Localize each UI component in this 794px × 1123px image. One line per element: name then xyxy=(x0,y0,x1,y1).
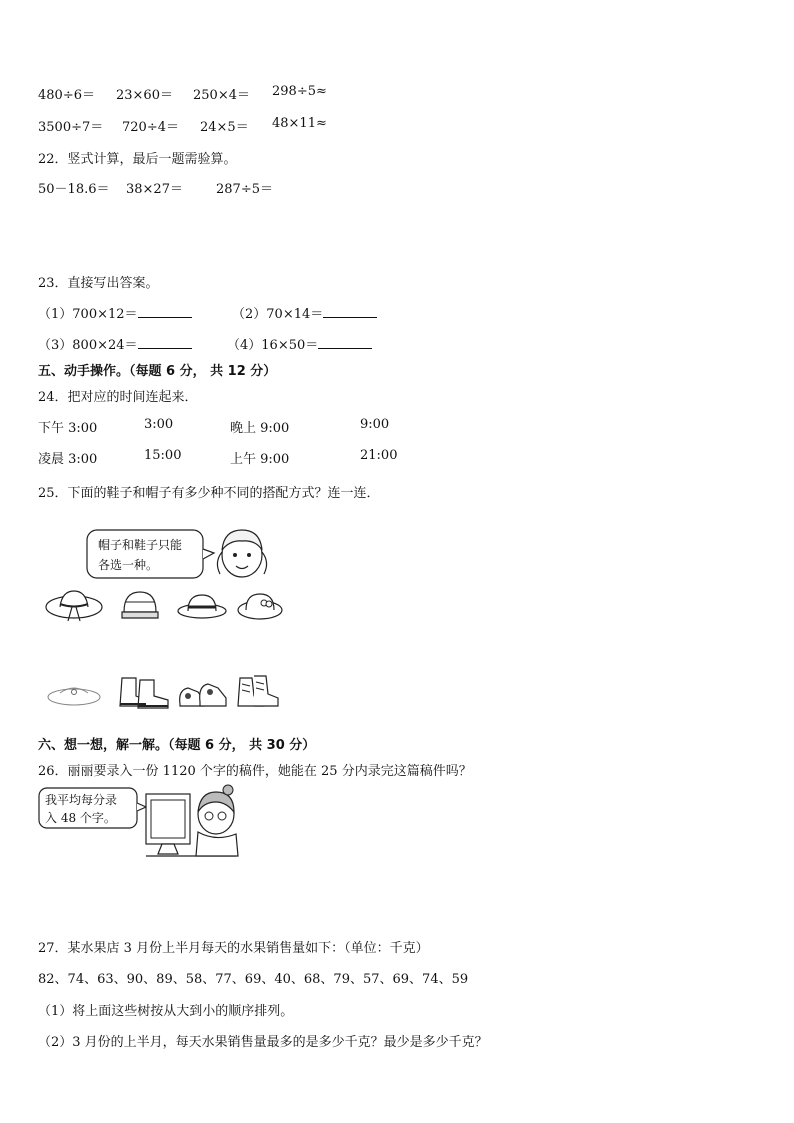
speech-line-2: 各选一种。 xyxy=(98,558,159,572)
q22-item-3: 287÷5＝ xyxy=(216,182,273,197)
q22-item-1: 50－18.6＝ xyxy=(38,182,110,197)
cap-icon xyxy=(118,588,162,622)
q23-item-3: （3）800×24＝ xyxy=(38,334,192,353)
q26-title: 26．丽丽要录入一份 1120 个字的稿件，她能在 25 分内录完这篇稿件吗？ xyxy=(38,764,472,779)
speech-line-1: 我平均每分录 xyxy=(45,793,118,807)
q27-sub-2: （2）3 月份的上半月，每天水果销售量最多的是多少千克？最少是多少千克？ xyxy=(38,1035,488,1050)
expr: 23×60＝ xyxy=(116,88,173,103)
q25-title: 25．下面的鞋子和帽子有多少种不同的搭配方式？连一连． xyxy=(38,486,380,501)
q22-title: 22．竖式计算，最后一题需验算。 xyxy=(38,152,237,167)
high-tops-icon xyxy=(236,672,280,712)
q22-item-2: 38×27＝ xyxy=(126,182,183,197)
expr: 48×11≈ xyxy=(272,116,327,131)
bonnet-icon xyxy=(236,588,284,622)
speech-line-2: 入 48 个字。 xyxy=(45,811,116,825)
answer-blank[interactable] xyxy=(138,336,192,349)
answer-blank[interactable] xyxy=(323,305,377,318)
computer-girl-icon xyxy=(140,784,242,864)
expr: 250×4＝ xyxy=(193,88,250,103)
time-label: 15:00 xyxy=(144,448,182,463)
sun-hat-icon xyxy=(44,587,104,623)
time-label: 下午 3:00 xyxy=(38,421,98,436)
section-6-heading: 六、想一想，解一解。（每题 6 分， 共 30 分） xyxy=(38,738,316,753)
q27-title: 27．某水果店 3 月份上半月每天的水果销售量如下：（单位：千克） xyxy=(38,941,429,956)
speech-line-1: 帽子和鞋子只能 xyxy=(98,538,183,552)
expr: 298÷5≈ xyxy=(272,84,327,99)
section-5-heading: 五、动手操作。（每题 6 分， 共 12 分） xyxy=(38,364,277,379)
sandal-icon xyxy=(46,681,102,709)
boots-icon xyxy=(116,674,172,712)
expr: 480÷6＝ xyxy=(38,88,95,103)
q23-title: 23．直接写出答案。 xyxy=(38,276,159,291)
q23-item-4: （4）16×50＝ xyxy=(227,334,372,353)
q27-sub-1: （1）将上面这些树按从大到小的顺序排列。 xyxy=(38,1004,294,1019)
time-label: 凌晨 3:00 xyxy=(38,452,98,467)
time-label: 上午 9:00 xyxy=(230,452,290,467)
sneakers-icon xyxy=(176,676,228,710)
expr: 3500÷7＝ xyxy=(38,120,104,135)
fedora-icon xyxy=(176,589,228,621)
girl-icon xyxy=(212,522,272,584)
q23-item-1: （1）700×12＝ xyxy=(38,303,192,322)
q24-title: 24．把对应的时间连起来． xyxy=(38,390,198,405)
answer-blank[interactable] xyxy=(318,336,372,349)
q23-item-2: （2）70×14＝ xyxy=(232,303,377,322)
time-label: 3:00 xyxy=(144,417,174,432)
answer-blank[interactable] xyxy=(138,305,192,318)
time-label: 21:00 xyxy=(360,448,398,463)
expr: 24×5＝ xyxy=(200,120,249,135)
time-label: 晚上 9:00 xyxy=(230,421,290,436)
q27-data: 82、74、63、90、89、58、77、69、40、68、79、57、69、74、59 xyxy=(38,972,469,987)
time-label: 9:00 xyxy=(360,417,390,432)
expr: 720÷4＝ xyxy=(122,120,179,135)
